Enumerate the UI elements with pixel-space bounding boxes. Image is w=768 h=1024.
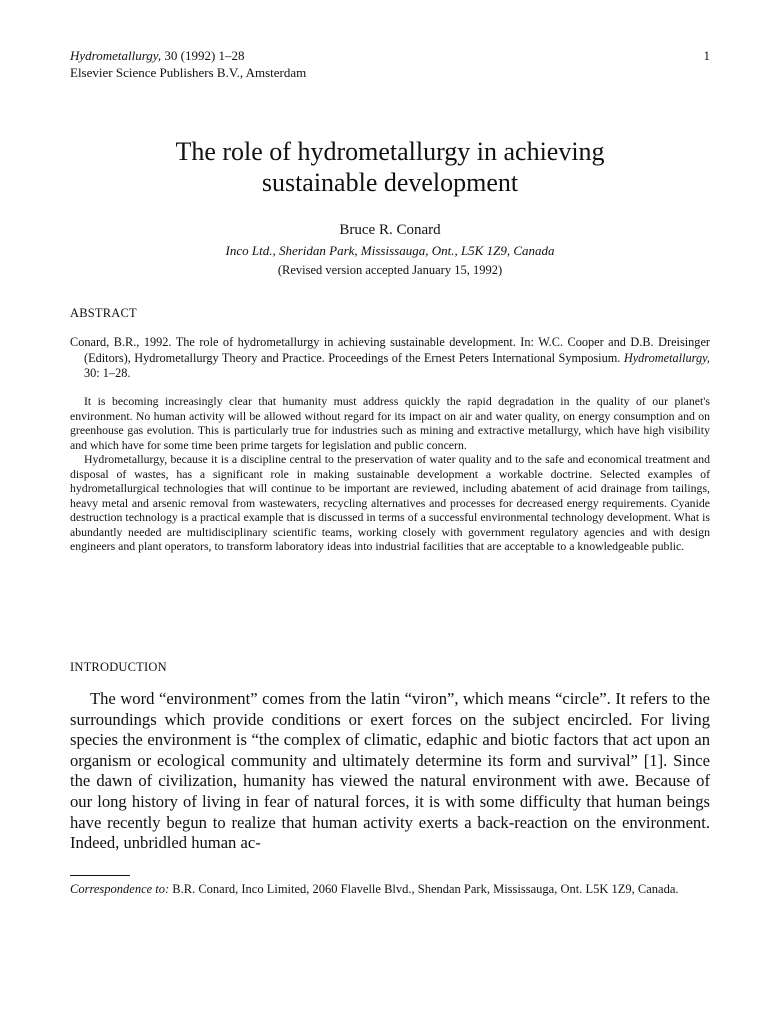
title-line-2: sustainable development: [261, 168, 519, 197]
paper-title: [70, 136, 710, 198]
abstract-paragraph: It is becoming increasingly clear that humanity must address quickly the rapid degradation in the quality of our planet's environment. No human activity will be allowed without regard for its impact on air and water quality, on energy consumption and on greenhouse gas evolution. This is particularly true for industries such as mining and extractive metallurgy, which have high visibility and which have for some time been prime targets for legislation and public concern.: [70, 394, 710, 452]
citation-part-2: 30: 1–28.: [84, 366, 131, 380]
introduction-body: [70, 689, 710, 854]
citation-journal: Hydrometallurgy,: [623, 350, 710, 365]
running-header: [70, 47, 710, 81]
revised-date: (Revised version accepted January 15, 1992): [277, 263, 503, 277]
author-affiliation: Inco Ltd., Sheridan Park, Mississauga, Ont., L5K 1Z9, Canada: [225, 243, 555, 258]
abstract-heading: ABSTRACT: [70, 306, 137, 320]
footnote-rule: [70, 875, 130, 876]
publisher: Elsevier Science Publishers B.V., Amsterdam: [70, 65, 307, 80]
title-line-1: The role of hydrometallurgy in achieving: [175, 137, 605, 166]
introduction-paragraph: The word “environment” comes from the latin “viron”, which means “circle”. It refers to the surroundings which provide conditions or exert forces on the subject encircled. For living species the environment is “the complex of climatic, edaphic and biotic factors that act upon an organism or ecological community and ultimately determine its form and survival” [1]. Since the dawn of civilization, humanity has viewed the natural environment with awe. Because of our long history of living in fear of natural forces, it is with some difficulty that human beings have recently begun to realize that human activity exerts a back-reaction on the environment. Indeed, unbridled human ac-: [70, 689, 710, 853]
page-number: 1: [703, 48, 710, 63]
introduction-heading: INTRODUCTION: [70, 660, 167, 674]
volume-pages: 30 (1992) 1–28: [161, 48, 245, 63]
citation-part-1: Conard, B.R., 1992. The role of hydrometallurgy in achieving sustainable development. In: W.C. Cooper and D.B. Dreisinger (Editors), Hydrometallurgy Theory and Practice. Proceedings of the Ernest Peters International Symposium.: [70, 335, 710, 365]
citation-block: [70, 335, 710, 382]
journal-name: Hydrometallurgy,: [70, 48, 162, 63]
abstract-paragraph: Hydrometallurgy, because it is a discipline central to the preservation of water quality and to the safe and economical treatment and disposal of wastes, has a significant role in making sustainable development a workable doctrine. Selected examples of hydrometallurgical technologies that will continue to be important are reviewed, including abatement of acid drainage from tailings, heavy metal and arsenic removal from wastewaters, recycling alternatives and processes for decreased energy requirements. Cyanide destruction technology is a practical example that is discussed in terms of a successful environmental technology development. What is abundantly needed are multidisciplinary scientific teams, working closely with government regulatory agencies and with design engineers and plant operators, to transform laboratory ideas into industrial facilities that are acceptable to a knowledgeable public.: [70, 452, 710, 553]
correspondence-label: Correspondence to:: [70, 882, 170, 896]
correspondence-footnote: [70, 881, 710, 897]
author-name: Bruce R. Conard: [339, 222, 441, 238]
correspondence-text: B.R. Conard, Inco Limited, 2060 Flavelle Blvd., Shendan Park, Mississauga, Ont. L5K 1Z9, Canada.: [169, 882, 679, 896]
abstract-body: [70, 394, 710, 554]
